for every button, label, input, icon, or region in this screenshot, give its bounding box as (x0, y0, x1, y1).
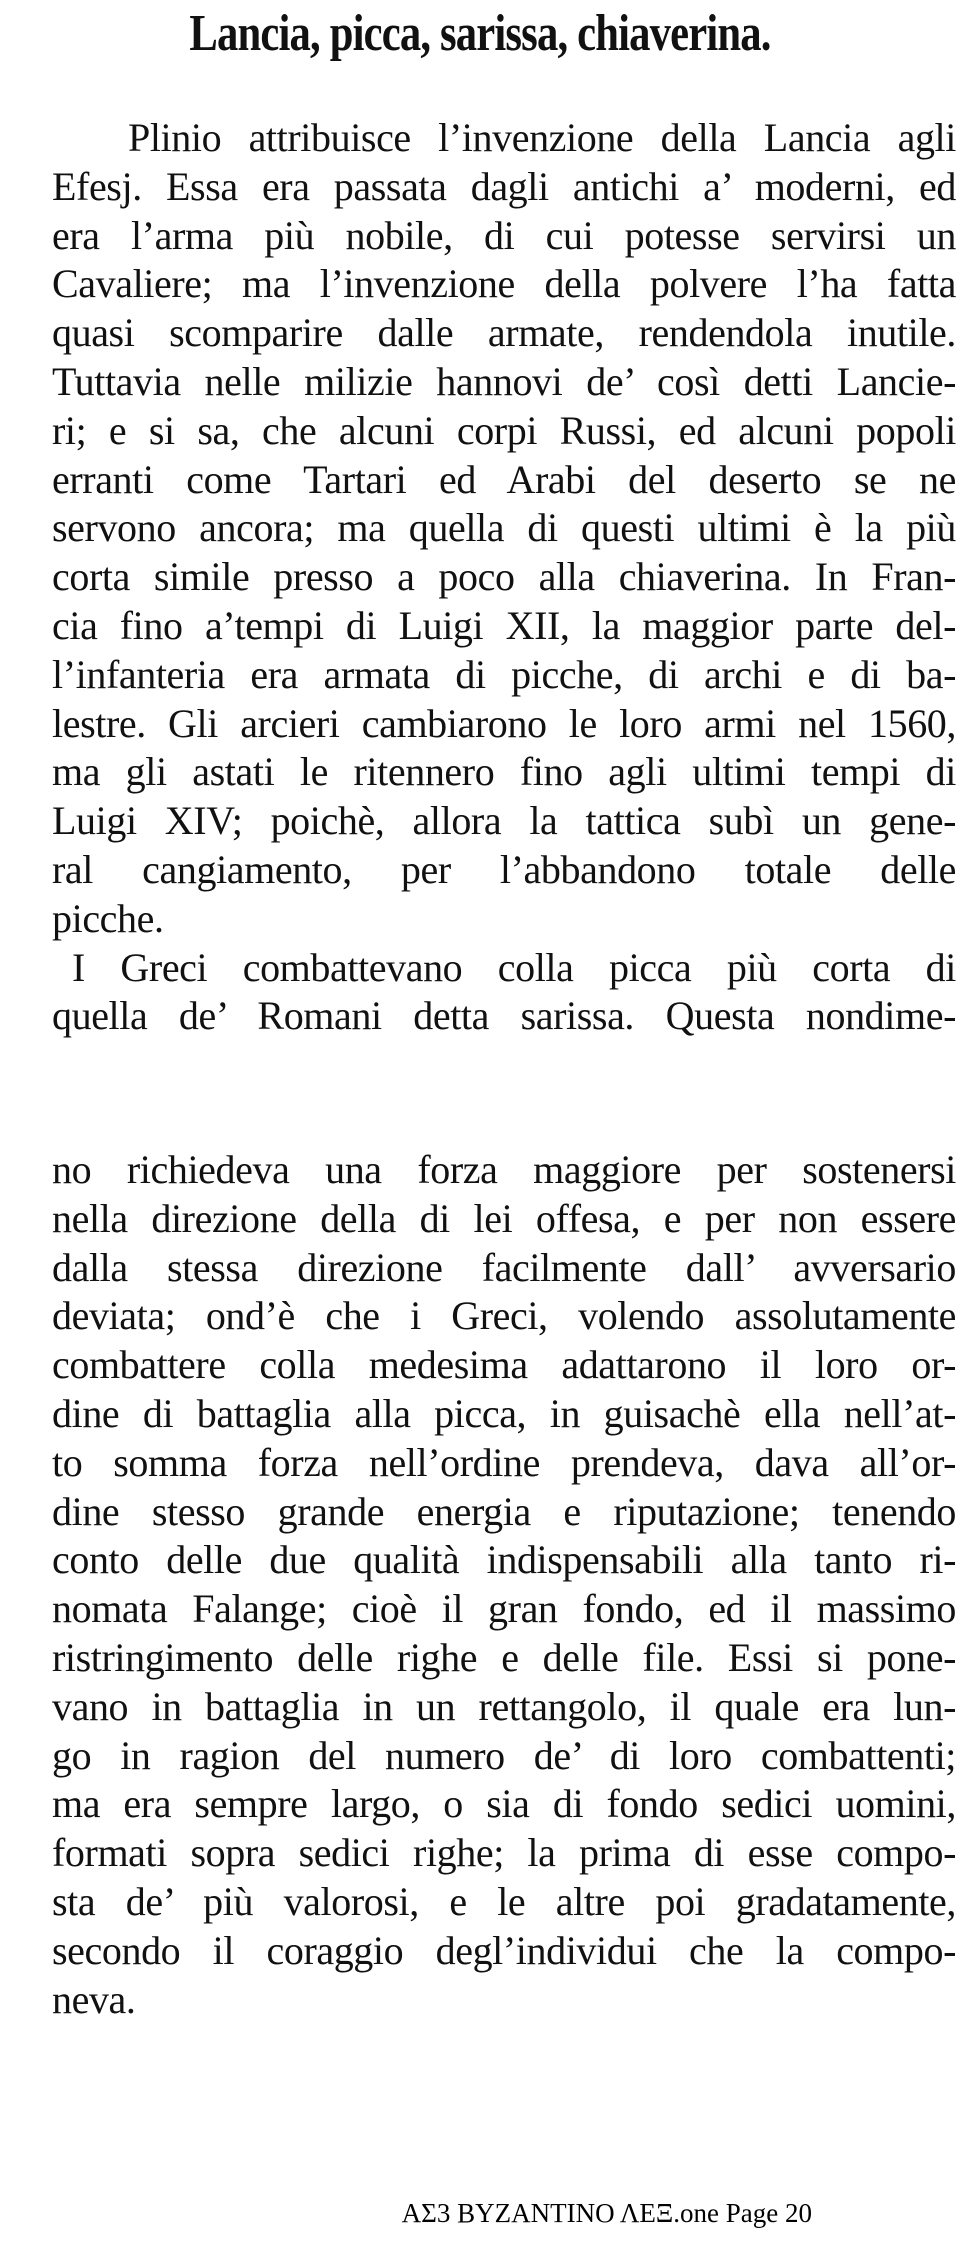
text-line: quasi scomparire dalle armate, rendendola inutile. (52, 310, 956, 356)
text-line: ristringimento delle righe e delle file. Essi si pone- (52, 1634, 956, 1680)
page-title: Lancia, picca, sarissa, chiaverina. (189, 5, 771, 62)
text-line: era l’arma più nobile, di cui potesse servirsi un (52, 212, 956, 258)
text-line: picche. (52, 895, 164, 941)
text-line: lestre. Gli arcieri cambiarono le loro armi nel 1560, (52, 700, 956, 746)
text-line: no richiedeva una forza maggiore per sostenersi (52, 1147, 956, 1192)
text-line: secondo il coraggio degl’individui che la compo- (52, 1927, 956, 1973)
text-line: servono ancora; ma quella di questi ultimi è la più (52, 505, 956, 551)
text-line: conto delle due qualità indispensabili alla tanto ri- (52, 1537, 956, 1583)
text-line: cia fino a’tempi di Luigi XII, la maggior parte del- (52, 602, 956, 648)
text-line: l’infanteria era armata di picche, di archi e di ba- (52, 651, 956, 697)
text-line: I Greci combattevano colla picca più corta di (72, 944, 956, 990)
text-line: dalla stessa direzione facilmente dall’ avversario (52, 1244, 956, 1290)
text-line: Luigi XIV; poichè, allora la tattica subì un gene- (52, 798, 956, 844)
text-line: ri; e si sa, che alcuni corpi Russi, ed alcuni popoli (52, 407, 956, 453)
text-line: deviata; ond’è che i Greci, volendo assolutamente (52, 1293, 956, 1339)
page-footer: ΑΣ3 ΒΥΖΑΝΤΙΝΟ ΛΕΞ.one Page 20 (401, 2198, 812, 2228)
text-line: Efesj. Essa era passata dagli antichi a’ moderni, ed (52, 163, 956, 209)
text-line: nella direzione della di lei offesa, e per non essere (52, 1195, 956, 1241)
text-line: ral cangiamento, per l’abbandono totale delle (52, 846, 956, 892)
text-line: quella de’ Romani detta sarissa. Questa nondime- (52, 993, 956, 1039)
text-block-bottom (52, 1146, 956, 2024)
text-line: neva. (52, 1976, 136, 2022)
text-line: Plinio attribuisce l’invenzione della Lancia agli (128, 115, 956, 160)
text-line: to somma forza nell’ordine prendeva, dava all’or- (52, 1439, 956, 1485)
text-line: go in ragion del numero de’ di loro combattenti; (52, 1732, 956, 1778)
text-line: erranti come Tartari ed Arabi del deserto se ne (52, 456, 956, 502)
text-line: vano in battaglia in un rettangolo, il quale era lun- (52, 1683, 956, 1729)
text-line: ma gli astati le ritennero fino agli ultimi tempi di (52, 749, 956, 795)
text-line: nomata Falange; cioè il gran fondo, ed il massimo (52, 1586, 956, 1632)
text-line: formati sopra sedici righe; la prima di esse compo- (52, 1830, 956, 1876)
text-line: combattere colla medesima adattarono il loro or- (52, 1342, 956, 1388)
text-block-top (52, 114, 956, 1041)
text-line: Tuttavia nelle milizie hannovi de’ così detti Lancie- (52, 358, 956, 404)
text-line: dine di battaglia alla picca, in guisachè ella nell’at- (52, 1390, 956, 1436)
text-line: ma era sempre largo, o sia di fondo sedici uomini, (52, 1781, 956, 1827)
text-line: sta de’ più valorosi, e le altre poi gradatamente, (52, 1878, 956, 1924)
text-line: corta simile presso a poco alla chiaverina. In Fran- (52, 554, 956, 600)
text-line: dine stesso grande energia e riputazione; tenendo (52, 1488, 956, 1534)
text-line: Cavaliere; ma l’invenzione della polvere l’ha fatta (52, 261, 956, 307)
